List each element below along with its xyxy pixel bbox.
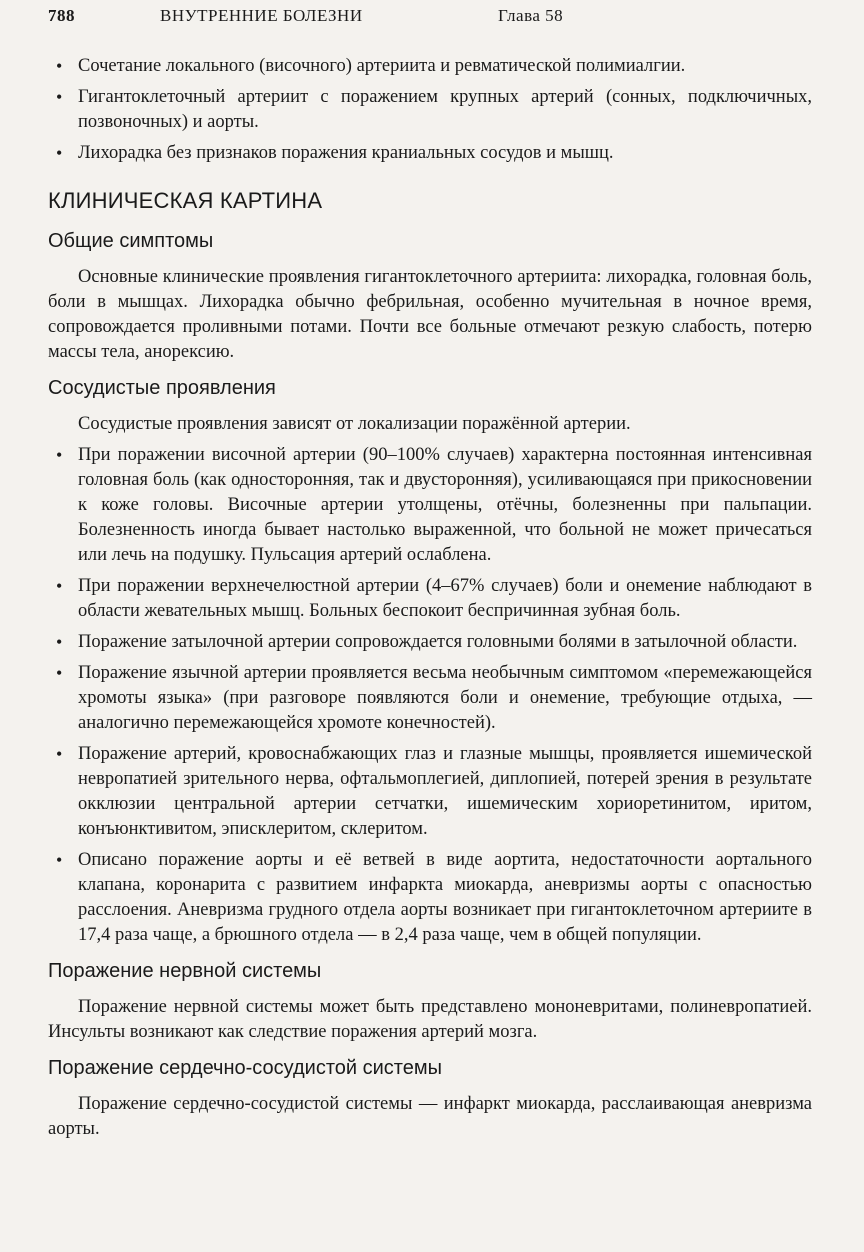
cardiovascular-heading: Поражение сердечно-сосудистой системы [48, 1057, 442, 1079]
intro-bullet-list [48, 54, 812, 166]
page-number: 788 [48, 6, 75, 25]
bullet-icon: • [56, 56, 63, 76]
cardiovascular-text: Поражение сердечно-сосудистой системы — инфаркт миокарда, расслаивающая аневризма аорты. [48, 1094, 812, 1139]
list-item: • Сочетание локального (височного) артериита и ревматической полимиалгии. [48, 54, 812, 79]
book-title: ВНУТРЕННИЕ БОЛЕЗНИ [160, 6, 363, 25]
section-title: КЛИНИЧЕСКАЯ КАРТИНА [48, 188, 323, 213]
bullet-icon: • [56, 663, 63, 683]
general-symptoms-text: Основные клинические проявления гигантоклеточного артериита: лихорадка, головная боль, боли в мышцах. Лихорадка обычно фебрильная, особенно мучительная в ночное время, сопровождается проливными потами. Почти все больные отмечают резкую слабость, потерю массы тела, анорексию. [48, 267, 812, 362]
list-item: • Гигантоклеточный артериит с поражением крупных артерий (сонных, подключичных, позвоночных) и аорты. [56, 87, 812, 132]
bullet-icon: • [56, 87, 63, 107]
list-item: • Поражение язычной артерии проявляется весьма необычным симптомом «перемежающейся хромоты языка» (при разговоре появляются боли и онемение, требующие отдыха, — аналогично перемежающейся хромоте конечностей). [56, 663, 812, 733]
list-item: • Поражение артерий, кровоснабжающих глаз и глазные мышцы, проявляется ишемической невропатией зрительного нерва, офтальмоплегией, диплопией, потерей зрения в результате окклюзии центральной артерии сетчатки, ишемическим хориоретинитом, иритом, конъюнктивитом, эписклеритом, склеритом. [56, 744, 812, 839]
bullet-icon: • [56, 850, 63, 870]
bullet-icon: • [56, 576, 63, 596]
list-item: • Поражение затылочной артерии сопровождается головными болями в затылочной области. [48, 630, 812, 655]
bullet-icon: • [56, 143, 63, 163]
vascular-bullet-list [48, 443, 812, 948]
list-item: • Описано поражение аорты и её ветвей в виде аортита, недостаточности аортального клапана, коронарита с развитием инфаркта миокарда, аневризмы аорты с опасностью расслоения. Аневризма грудного отдела аорты возникает при гигантоклеточном артериите в 17,4 раза чаще, а брюшного отдела — в 2,4 раза чаще, чем в общей популяции. [56, 850, 812, 945]
nervous-system-heading: Поражение нервной системы [48, 960, 322, 982]
nervous-system-text: Поражение нервной системы может быть представлено мононевритами, полиневропатией. Инсульты возникают как следствие поражения артерий мозга. [48, 997, 812, 1042]
running-head [48, 6, 812, 32]
list-item: • При поражении височной артерии (90–100% случаев) характерна постоянная интенсивная головная боль (как односторонняя, так и двусторонняя), усиливающаяся при прикосновении к коже головы. Височные артерии утолщены, отёчны, болезненны при пальпации. Болезненность иногда бывает настолько выраженной, что больной не может причесаться или лечь на подушку. Пульсация артерий ослаблена. [56, 445, 812, 565]
general-symptoms-heading: Общие симптомы [48, 230, 214, 252]
bullet-icon: • [56, 445, 63, 465]
bullet-icon: • [56, 744, 63, 764]
bullet-icon: • [56, 632, 63, 652]
page-content [48, 54, 812, 1148]
list-item: • Лихорадка без признаков поражения краниальных сосудов и мышц. [48, 141, 812, 166]
vascular-heading: Сосудистые проявления [48, 377, 276, 399]
vascular-intro: Сосудистые проявления зависят от локализации поражённой артерии. [78, 414, 631, 434]
list-item: • При поражении верхнечелюстной артерии (4–67% случаев) боли и онемение наблюдают в области жевательных мышц. Больных беспокоит беспричинная зубная боль. [56, 576, 812, 621]
chapter-label: Глава 58 [498, 6, 564, 25]
